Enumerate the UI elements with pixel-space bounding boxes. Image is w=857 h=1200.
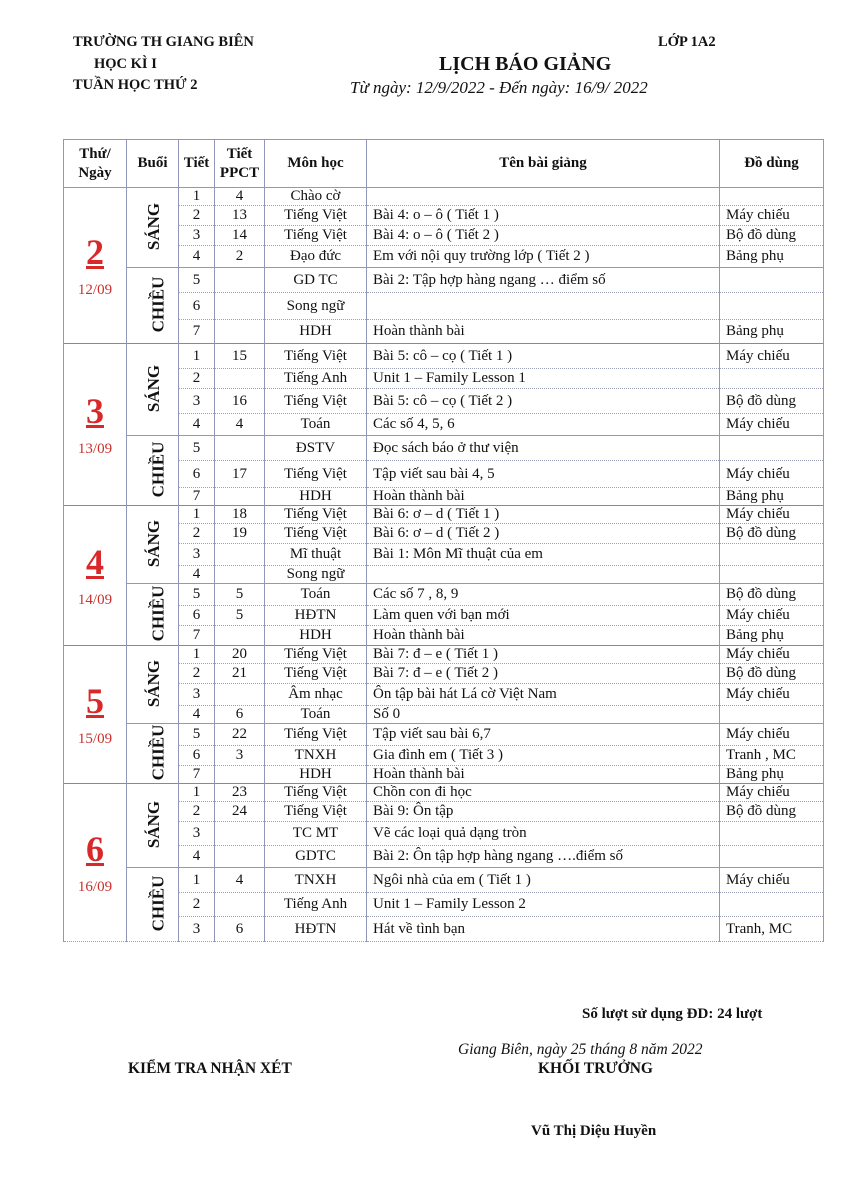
lesson-cell: Đọc sách báo ở thư viện — [367, 436, 720, 461]
signer-title: KHỐI TRƯỞNG — [538, 1060, 653, 1077]
lesson-cell: Bài 7: đ – e ( Tiết 2 ) — [367, 664, 720, 684]
ppct-cell — [215, 544, 265, 566]
subject-cell: HDH — [265, 488, 367, 506]
day-cell — [64, 188, 127, 344]
period-cell: 5 — [179, 268, 215, 293]
subject-cell: Tiếng Anh — [265, 893, 367, 917]
ppct-cell — [215, 893, 265, 917]
equipment-cell: Bộ đồ dùng — [720, 389, 824, 414]
equipment-cell — [720, 706, 824, 724]
subject-cell: GDTC — [265, 846, 367, 868]
subject-cell: TNXH — [265, 868, 367, 893]
equipment-cell — [720, 293, 824, 320]
ppct-cell — [215, 846, 265, 868]
day-cell — [64, 506, 127, 646]
session-label: SÁNG — [144, 800, 164, 849]
period-cell: 1 — [179, 344, 215, 369]
equipment-cell: Bảng phụ — [720, 766, 824, 784]
lesson-cell: Em với nội quy trường lớp ( Tiết 2 ) — [367, 246, 720, 268]
ppct-cell: 22 — [215, 724, 265, 746]
page-title: LỊCH BÁO GIẢNG — [439, 53, 612, 75]
table-row — [64, 344, 824, 369]
ppct-cell: 5 — [215, 584, 265, 606]
lesson-cell: Tập viết sau bài 4, 5 — [367, 461, 720, 488]
subject-cell: Tiếng Việt — [265, 646, 367, 664]
subject-cell: Song ngữ — [265, 293, 367, 320]
equipment-cell: Máy chiếu — [720, 344, 824, 369]
lesson-cell: Unit 1 – Family Lesson 2 — [367, 893, 720, 917]
table-row — [64, 506, 824, 524]
day-number: 4 — [86, 542, 104, 582]
table-row — [64, 724, 824, 746]
lesson-cell — [367, 566, 720, 584]
period-cell: 1 — [179, 784, 215, 802]
lesson-cell: Bài 6: ơ – d ( Tiết 2 ) — [367, 524, 720, 544]
ppct-cell: 3 — [215, 746, 265, 766]
period-cell: 3 — [179, 684, 215, 706]
subject-cell: HDH — [265, 766, 367, 784]
ppct-cell: 15 — [215, 344, 265, 369]
subject-cell: Tiếng Việt — [265, 524, 367, 544]
lesson-cell: Bài 4: o – ô ( Tiết 2 ) — [367, 226, 720, 246]
school-name: TRƯỜNG TH GIANG BIÊN — [73, 34, 254, 50]
equipment-cell — [720, 544, 824, 566]
lesson-cell: Ôn tập bài hát Lá cờ Việt Nam — [367, 684, 720, 706]
equipment-cell: Máy chiếu — [720, 784, 824, 802]
day-date: 13/09 — [77, 441, 113, 457]
equipment-cell — [720, 846, 824, 868]
subject-cell: Đạo đức — [265, 246, 367, 268]
equipment-cell — [720, 822, 824, 846]
equipment-cell: Máy chiếu — [720, 868, 824, 893]
lesson-cell: Bài 9: Ôn tập — [367, 802, 720, 822]
class-label: LỚP 1A2 — [658, 34, 716, 50]
period-cell: 7 — [179, 320, 215, 344]
equipment-cell: Bộ đồ dùng — [720, 664, 824, 684]
ppct-cell: 17 — [215, 461, 265, 488]
equipment-cell — [720, 893, 824, 917]
place-date: Giang Biên, ngày 25 tháng 8 năm 2022 — [458, 1041, 703, 1058]
period-cell: 2 — [179, 802, 215, 822]
day-number: 6 — [86, 829, 104, 869]
ppct-cell — [215, 766, 265, 784]
equipment-cell: Tranh, MC — [720, 917, 824, 942]
period-cell: 4 — [179, 706, 215, 724]
schedule-table — [63, 139, 824, 942]
period-cell: 5 — [179, 436, 215, 461]
ppct-cell: 16 — [215, 389, 265, 414]
equipment-cell: Bảng phụ — [720, 626, 824, 646]
equipment-cell: Bộ đồ dùng — [720, 584, 824, 606]
ppct-cell: 24 — [215, 802, 265, 822]
session-cell — [127, 868, 179, 942]
equipment-cell: Bộ đồ dùng — [720, 802, 824, 822]
lesson-cell: Hoàn thành bài — [367, 320, 720, 344]
equipment-cell: Bảng phụ — [720, 320, 824, 344]
ppct-cell — [215, 436, 265, 461]
subject-cell: HĐTN — [265, 917, 367, 942]
day-date: 16/09 — [77, 879, 113, 895]
subject-cell: Mĩ thuật — [265, 544, 367, 566]
day-cell — [64, 646, 127, 784]
session-label: SÁNG — [144, 659, 164, 708]
week-label: TUẦN HỌC THỨ 2 — [73, 77, 198, 93]
col-header-period: Tiết — [179, 140, 215, 188]
period-cell: 1 — [179, 868, 215, 893]
table-row — [64, 268, 824, 293]
day-number: 2 — [86, 232, 104, 272]
ppct-cell: 20 — [215, 646, 265, 664]
subject-cell: Âm nhạc — [265, 684, 367, 706]
col-header-session: Buổi — [127, 140, 179, 188]
lesson-cell: Vẽ các loại quả dạng tròn — [367, 822, 720, 846]
lesson-cell: Chồn con đi học — [367, 784, 720, 802]
subject-cell: Tiếng Việt — [265, 344, 367, 369]
period-cell: 3 — [179, 544, 215, 566]
period-cell: 4 — [179, 414, 215, 436]
ppct-cell — [215, 684, 265, 706]
period-cell: 3 — [179, 389, 215, 414]
day-cell — [64, 784, 127, 942]
day-number: 3 — [86, 391, 104, 431]
lesson-cell: Bài 4: o – ô ( Tiết 1 ) — [367, 206, 720, 226]
lesson-cell: Hoàn thành bài — [367, 488, 720, 506]
ppct-cell: 21 — [215, 664, 265, 684]
period-cell: 3 — [179, 822, 215, 846]
equipment-cell: Máy chiếu — [720, 461, 824, 488]
subject-cell: Song ngữ — [265, 566, 367, 584]
period-cell: 4 — [179, 566, 215, 584]
subject-cell: Tiếng Việt — [265, 724, 367, 746]
subject-cell: ĐSTV — [265, 436, 367, 461]
subject-cell: Tiếng Việt — [265, 226, 367, 246]
equipment-cell — [720, 436, 824, 461]
table-header-row — [64, 140, 824, 188]
session-label: SÁNG — [144, 519, 164, 568]
col-header-lesson: Tên bài giảng — [367, 140, 720, 188]
ppct-cell: 19 — [215, 524, 265, 544]
day-date: 12/09 — [77, 282, 113, 298]
lesson-cell: Ngôi nhà của em ( Tiết 1 ) — [367, 868, 720, 893]
session-cell — [127, 188, 179, 268]
ppct-cell — [215, 566, 265, 584]
ppct-cell: 18 — [215, 506, 265, 524]
signer-name: Vũ Thị Diệu Huyền — [531, 1123, 657, 1139]
period-cell: 4 — [179, 846, 215, 868]
period-cell: 1 — [179, 188, 215, 206]
lesson-cell: Unit 1 – Family Lesson 1 — [367, 369, 720, 389]
ppct-cell — [215, 488, 265, 506]
period-cell: 6 — [179, 293, 215, 320]
subject-cell: HDH — [265, 320, 367, 344]
period-cell: 3 — [179, 226, 215, 246]
day-cell — [64, 344, 127, 506]
ppct-cell: 6 — [215, 917, 265, 942]
day-date: 14/09 — [77, 592, 113, 608]
lesson-cell: Bài 5: cô – cọ ( Tiết 2 ) — [367, 389, 720, 414]
session-cell — [127, 784, 179, 868]
period-cell: 2 — [179, 893, 215, 917]
session-label: CHIỀU — [148, 276, 168, 333]
lesson-cell: Tập viết sau bài 6,7 — [367, 724, 720, 746]
period-cell: 4 — [179, 246, 215, 268]
equipment-cell: Máy chiếu — [720, 506, 824, 524]
col-header-day: Thứ/ Ngày — [64, 140, 127, 188]
table-row — [64, 436, 824, 461]
period-cell: 1 — [179, 506, 215, 524]
subject-cell: Tiếng Việt — [265, 389, 367, 414]
subject-cell: Tiếng Việt — [265, 664, 367, 684]
table-row — [64, 784, 824, 802]
lesson-cell: Số 0 — [367, 706, 720, 724]
ppct-cell: 4 — [215, 414, 265, 436]
ppct-cell: 4 — [215, 188, 265, 206]
lesson-cell: Gia đình em ( Tiết 3 ) — [367, 746, 720, 766]
period-cell: 2 — [179, 369, 215, 389]
session-label: CHIỀU — [148, 585, 168, 642]
subject-cell: Toán — [265, 706, 367, 724]
period-cell: 6 — [179, 606, 215, 626]
lesson-cell: Làm quen với bạn mới — [367, 606, 720, 626]
ppct-cell: 4 — [215, 868, 265, 893]
session-label: CHIỀU — [148, 724, 168, 781]
review-label: KIỂM TRA NHẬN XÉT — [128, 1060, 292, 1077]
subject-cell: Tiếng Việt — [265, 802, 367, 822]
session-cell — [127, 646, 179, 724]
subject-cell: Toán — [265, 584, 367, 606]
ppct-cell: 13 — [215, 206, 265, 226]
equipment-cell: Máy chiếu — [720, 414, 824, 436]
session-cell — [127, 268, 179, 344]
ppct-cell: 6 — [215, 706, 265, 724]
equipment-cell: Máy chiếu — [720, 206, 824, 226]
session-cell — [127, 506, 179, 584]
ppct-cell — [215, 293, 265, 320]
subject-cell: Tiếng Anh — [265, 369, 367, 389]
ppct-cell — [215, 320, 265, 344]
equipment-cell — [720, 268, 824, 293]
subject-cell: Tiếng Việt — [265, 784, 367, 802]
lesson-cell: Các số 7 , 8, 9 — [367, 584, 720, 606]
period-cell: 2 — [179, 664, 215, 684]
subject-cell: HDH — [265, 626, 367, 646]
subject-cell: Chào cờ — [265, 188, 367, 206]
subject-cell: Toán — [265, 414, 367, 436]
session-cell — [127, 344, 179, 436]
equipment-cell: Bảng phụ — [720, 246, 824, 268]
equipment-cell: Bộ đồ dùng — [720, 524, 824, 544]
table-row — [64, 584, 824, 606]
subject-cell: Tiếng Việt — [265, 206, 367, 226]
equipment-cell: Máy chiếu — [720, 684, 824, 706]
session-label: CHIỀU — [148, 875, 168, 932]
lesson-cell: Bài 2: Tập hợp hàng ngang … điểm số — [367, 268, 720, 293]
ppct-cell: 14 — [215, 226, 265, 246]
lesson-cell: Bài 2: Ôn tập hợp hàng ngang ….điểm số — [367, 846, 720, 868]
period-cell: 6 — [179, 746, 215, 766]
lesson-cell: Bài 7: đ – e ( Tiết 1 ) — [367, 646, 720, 664]
equipment-cell — [720, 188, 824, 206]
subject-cell: TC MT — [265, 822, 367, 846]
equipment-cell: Bảng phụ — [720, 488, 824, 506]
equipment-cell: Máy chiếu — [720, 646, 824, 664]
day-number: 5 — [86, 681, 104, 721]
lesson-cell — [367, 293, 720, 320]
equipment-cell — [720, 369, 824, 389]
lesson-cell: Hát về tình bạn — [367, 917, 720, 942]
ppct-cell — [215, 626, 265, 646]
subject-cell: HĐTN — [265, 606, 367, 626]
equipment-cell: Tranh , MC — [720, 746, 824, 766]
ppct-cell — [215, 822, 265, 846]
ppct-cell — [215, 369, 265, 389]
equipment-cell — [720, 566, 824, 584]
subject-cell: Tiếng Việt — [265, 506, 367, 524]
period-cell: 1 — [179, 646, 215, 664]
period-cell: 7 — [179, 626, 215, 646]
col-header-subject: Môn học — [265, 140, 367, 188]
session-cell — [127, 436, 179, 506]
session-label: SÁNG — [144, 202, 164, 251]
session-cell — [127, 584, 179, 646]
period-cell: 3 — [179, 917, 215, 942]
period-cell: 5 — [179, 584, 215, 606]
period-cell: 6 — [179, 461, 215, 488]
ppct-cell: 2 — [215, 246, 265, 268]
lesson-cell: Bài 6: ơ – d ( Tiết 1 ) — [367, 506, 720, 524]
ppct-cell: 23 — [215, 784, 265, 802]
table-row — [64, 646, 824, 664]
period-cell: 7 — [179, 766, 215, 784]
lesson-cell: Hoàn thành bài — [367, 766, 720, 784]
subject-cell: GD TC — [265, 268, 367, 293]
period-cell: 2 — [179, 524, 215, 544]
equipment-cell: Bộ đồ dùng — [720, 226, 824, 246]
semester-label: HỌC KÌ I — [94, 56, 157, 72]
equipment-cell: Máy chiếu — [720, 724, 824, 746]
table-row — [64, 868, 824, 893]
lesson-cell: Bài 5: cô – cọ ( Tiết 1 ) — [367, 344, 720, 369]
col-header-ppct: Tiết PPCT — [215, 140, 265, 188]
ppct-cell — [215, 268, 265, 293]
session-cell — [127, 724, 179, 784]
date-range: Từ ngày: 12/9/2022 - Đến ngày: 16/9/ 2022 — [350, 78, 648, 97]
lesson-cell: Bài 1: Môn Mĩ thuật của em — [367, 544, 720, 566]
equipment-usage-count: Số lượt sử dụng ĐD: 24 lượt — [582, 1006, 763, 1022]
schedule-body — [64, 188, 824, 942]
ppct-cell: 5 — [215, 606, 265, 626]
table-row — [64, 188, 824, 206]
session-label: CHIỀU — [148, 441, 168, 498]
subject-cell: Tiếng Việt — [265, 461, 367, 488]
period-cell: 5 — [179, 724, 215, 746]
day-date: 15/09 — [77, 731, 113, 747]
lesson-cell — [367, 188, 720, 206]
period-cell: 2 — [179, 206, 215, 226]
lesson-cell: Các số 4, 5, 6 — [367, 414, 720, 436]
equipment-cell: Máy chiếu — [720, 606, 824, 626]
subject-cell: TNXH — [265, 746, 367, 766]
session-label: SÁNG — [144, 364, 164, 413]
period-cell: 7 — [179, 488, 215, 506]
lesson-cell: Hoàn thành bài — [367, 626, 720, 646]
col-header-equipment: Đồ dùng — [720, 140, 824, 188]
